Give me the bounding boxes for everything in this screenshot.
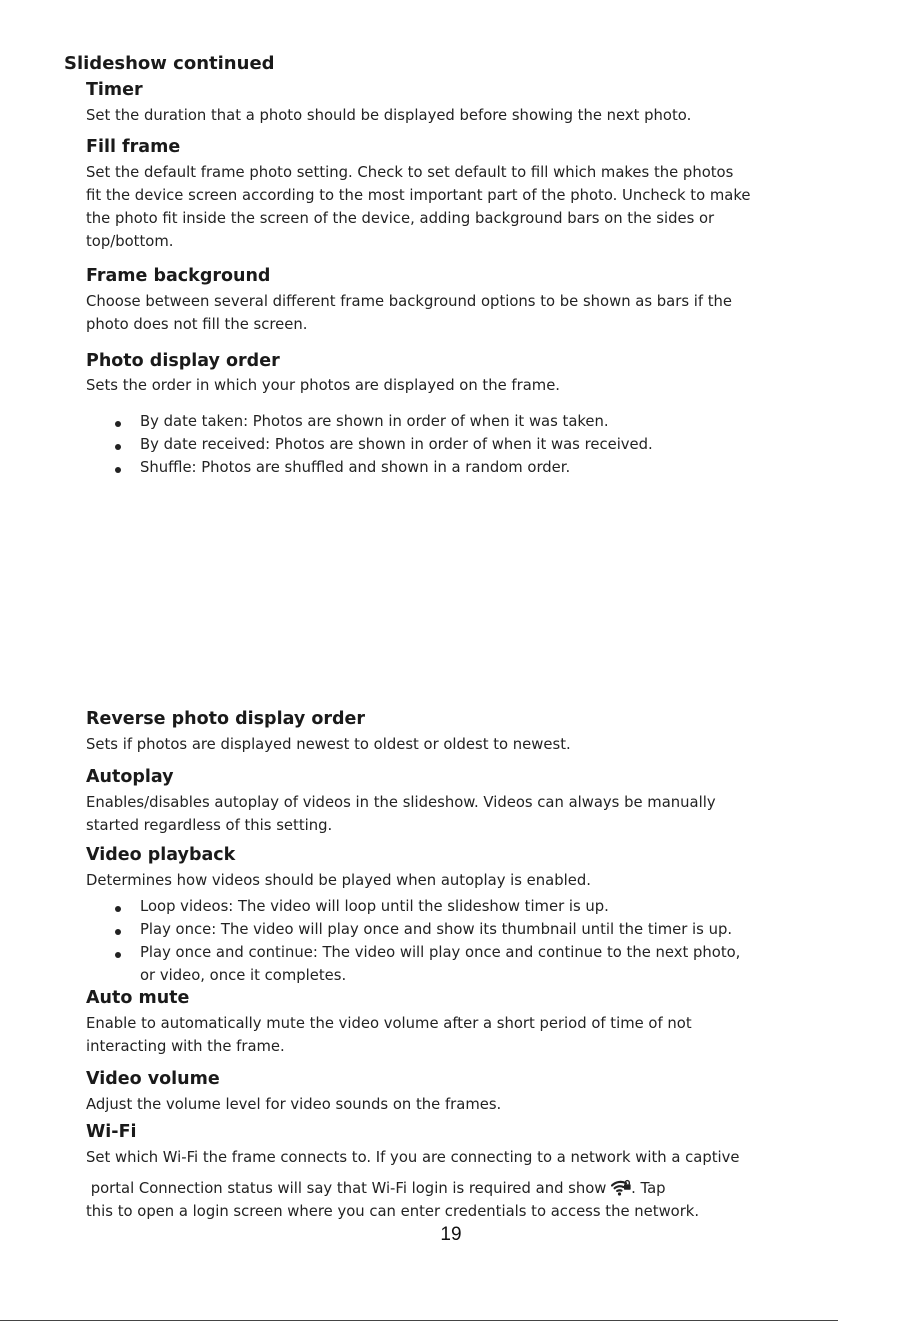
bottom-divider <box>0 1320 838 1321</box>
fill-frame-text-line: Set the default frame photo setting. Check to set default to fill which makes the photos <box>86 164 734 181</box>
video-playback-heading: Video playback <box>86 845 236 865</box>
fill-frame-text-line: fit the device screen according to the most important part of the photo. Uncheck to make <box>86 187 751 204</box>
list-item-continuation: or video, once it completes. <box>140 967 347 984</box>
wifi-text-line: Set which Wi-Fi the frame connects to. If you are connecting to a network with a captive <box>86 1149 740 1166</box>
reverse-photo-display-order-text: Sets if photos are displayed newest to oldest or oldest to newest. <box>86 736 571 753</box>
list-item: By date taken: Photos are shown in order of when it was taken. <box>140 413 609 430</box>
frame-background-heading: Frame background <box>86 266 271 286</box>
photo-display-order-heading: Photo display order <box>86 351 280 371</box>
page-number: 19 <box>440 1224 462 1245</box>
fill-frame-heading: Fill frame <box>86 137 181 157</box>
frame-background-text-line: photo does not fill the screen. <box>86 316 308 333</box>
timer-heading: Timer <box>86 80 143 100</box>
wifi-text-line: this to open a login screen where you can enter credentials to access the network. <box>86 1203 700 1220</box>
wifi-text-before-icon: portal Connection status will say that Wi-Fi login is required and show <box>86 1180 612 1197</box>
list-item: Play once: The video will play once and show its thumbnail until the timer is up. <box>140 921 733 938</box>
bullet-icon <box>115 467 121 473</box>
frame-background-text-line: Choose between several different frame background options to be shown as bars if the <box>86 293 733 310</box>
reverse-photo-display-order-heading: Reverse photo display order <box>86 709 366 729</box>
auto-mute-heading: Auto mute <box>86 988 190 1008</box>
video-volume-heading: Video volume <box>86 1069 220 1089</box>
autoplay-text-line: started regardless of this setting. <box>86 817 333 834</box>
video-playback-text: Determines how videos should be played when autoplay is enabled. <box>86 872 591 889</box>
autoplay-heading: Autoplay <box>86 767 174 787</box>
list-item: Loop videos: The video will loop until the slideshow timer is up. <box>140 898 609 915</box>
bullet-icon <box>115 906 121 912</box>
video-volume-text: Adjust the volume level for video sounds on the frames. <box>86 1096 502 1113</box>
bullet-icon <box>115 952 121 958</box>
auto-mute-text-line: Enable to automatically mute the video volume after a short period of time of not <box>86 1015 692 1032</box>
fill-frame-text-line: top/bottom. <box>86 233 174 250</box>
auto-mute-text-line: interacting with the frame. <box>86 1038 285 1055</box>
page-title: Slideshow continued <box>64 53 275 74</box>
bullet-icon <box>115 929 121 935</box>
list-item: Play once and continue: The video will play once and continue to the next photo, <box>140 944 741 961</box>
list-item: By date received: Photos are shown in order of when it was received. <box>140 436 653 453</box>
wifi-heading: Wi-Fi <box>86 1122 137 1142</box>
wifi-text-line <box>86 1177 666 1201</box>
bullet-icon <box>115 444 121 450</box>
wifi-lock-icon <box>611 1178 631 1196</box>
fill-frame-text-line: the photo fit inside the screen of the device, adding background bars on the sides or <box>86 210 715 227</box>
photo-display-order-text: Sets the order in which your photos are displayed on the frame. <box>86 377 560 394</box>
timer-text: Set the duration that a photo should be displayed before showing the next photo. <box>86 107 692 124</box>
autoplay-text-line: Enables/disables autoplay of videos in the slideshow. Videos can always be manually <box>86 794 716 811</box>
wifi-text-after-icon: . Tap <box>631 1180 666 1197</box>
bullet-icon <box>115 421 121 427</box>
list-item: Shuffle: Photos are shuffled and shown in a random order. <box>140 459 571 476</box>
